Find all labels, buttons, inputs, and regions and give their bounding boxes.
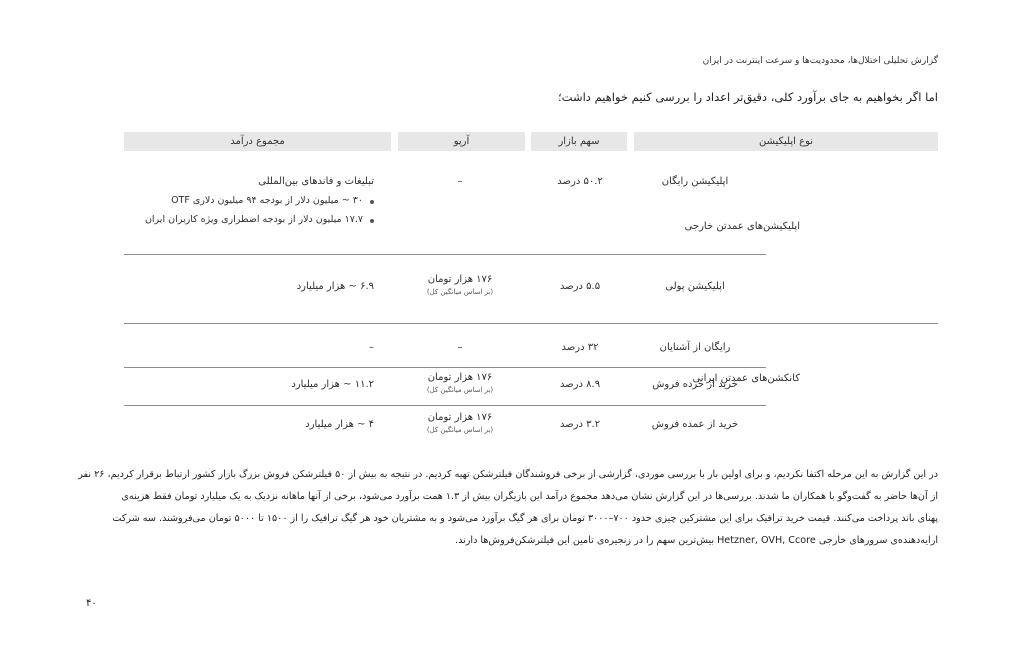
row-revenue: ۶.۹ ~ هزار میلیارد: [296, 281, 374, 292]
arpu-value: ۱۷۶ هزار تومان: [427, 412, 493, 423]
row-share: ۵.۵ درصد: [559, 281, 601, 292]
arpu-value: ۱۷۶ هزار تومان: [427, 274, 493, 285]
arpu-note: (بر اساس میانگین کل): [426, 386, 494, 394]
row-divider: [124, 367, 766, 368]
column-header-app-type: نوع اپلیکیشن: [634, 132, 938, 151]
row-share: ۳۲ درصد: [561, 342, 599, 353]
row-share: ۳.۲ درصد: [559, 419, 601, 430]
body-line: ارایه‌دهنده‌ی سرورهای خارجی Hetzner, OVH, Ccore بیش‌ترین سهم را در زنجیره‌ی تامین این فیلترشکن‌فروش‌ها دارند.: [455, 535, 938, 546]
column-header-total-revenue: مجموع درآمد: [124, 132, 391, 151]
arpu-value: ۱۷۶ هزار تومان: [427, 372, 493, 383]
arpu-note: (بر اساس میانگین کل): [426, 288, 494, 296]
body-line: از آن‌ها حاضر به گفت‌وگو با همکاران ما شدند. بررسی‌ها در این گزارش نشان می‌دهد مجموع درآمد این بازیگران بیش از ۱.۳ همت برآورد می‌شود، برخی از آنها ماهانه نزدیک به یک میلیارد تومان فقط هزینه‌ی: [121, 491, 938, 502]
row-type: اپلیکیشن رایگان: [661, 176, 729, 187]
page-number: ۴۰: [86, 598, 97, 609]
row-type: اپلیکیشن پولی: [665, 281, 725, 292]
row-arpu: [427, 274, 493, 296]
column-header-market-share: سهم بازار: [531, 132, 627, 151]
row-revenue: ۴ ~ هزار میلیارد: [305, 419, 374, 430]
group-label-iranian: کانکشن‌های عمدتن ایرانی: [692, 373, 800, 384]
row-revenue: –: [369, 342, 374, 353]
row-type: خرید از خرده فروش: [652, 379, 738, 390]
group-label-foreign: اپلیکیشن‌های عمدتن خارجی: [684, 221, 800, 232]
row-arpu: –: [457, 342, 463, 353]
revenue-bullet: ۳۰ ~ میلیون دلار از بودجه ۹۴ میلیون دلاری OTF: [145, 195, 374, 206]
body-paragraph: [78, 464, 938, 552]
row-share: ۸.۹ درصد: [559, 379, 601, 390]
row-revenue: [145, 176, 374, 225]
group-divider: [124, 323, 938, 324]
row-type: رایگان از آشنایان: [659, 342, 731, 353]
row-share: ۵۰.۲ درصد: [557, 176, 603, 187]
revenue-bullet: ۱۷.۷ میلیون دلار از بودجه اضطراری ویژه کاربران ایران: [145, 214, 374, 225]
body-line: پهنای باند پرداخت می‌کنند. قیمت خرید ترافیک برای این مشترکین چیزی حدود ۷۰۰–۳۰۰۰ تومان برای هر گیگ برآورد می‌شود و به مشتریان خود هر گیگ ترافیک را از ۱۵۰۰ تا ۵۰۰۰ تومان می‌فروشند. سه شرکت: [112, 513, 938, 524]
row-arpu: [427, 412, 493, 434]
row-arpu: –: [457, 176, 463, 187]
revenue-title: تبلیغات و فاندهای بین‌المللی: [258, 176, 374, 187]
row-divider: [124, 405, 766, 406]
running-header: گزارش تحلیلی اختلال‌ها، محدودیت‌ها و سرعت اینترنت در ایران: [702, 56, 938, 66]
arpu-note: (بر اساس میانگین کل): [426, 426, 494, 434]
row-divider: [124, 254, 766, 255]
intro-sentence: اما اگر بخواهیم به جای برآورد کلی، دقیق‌تر اعداد را بررسی کنیم خواهیم داشت؛: [558, 90, 938, 104]
row-type: خرید از عمده فروش: [651, 419, 739, 430]
body-line: در این گزارش به این مرحله اکتفا نکردیم، و برای اولین بار با بررسی موردی، گزارشی از برخی فروشندگان فیلترشکن تهیه کردیم. در نتیجه به بیش از ۵۰ فیلترشکن فروش بزرگ بازار کشور ارتباط برقرار کردیم، ۲۶ نفر: [78, 469, 938, 480]
row-revenue: ۱۱.۲ ~ هزار میلیارد: [291, 379, 374, 390]
row-arpu: [427, 372, 493, 394]
revenue-bullet-list: [145, 195, 374, 225]
column-header-arpu: آرپو: [398, 132, 525, 151]
